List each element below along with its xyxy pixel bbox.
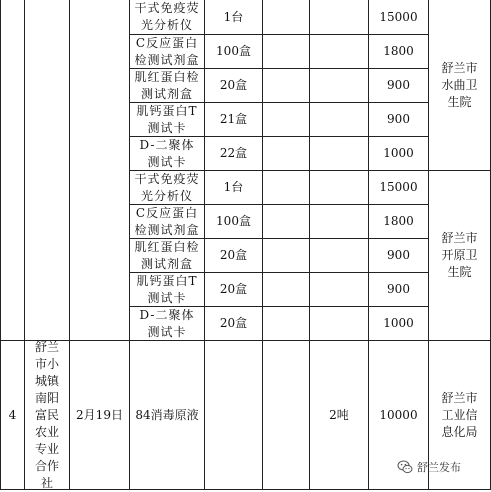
item-cell: D-二聚体测试卡 (139, 307, 195, 339)
wechat-icon (397, 459, 413, 475)
price-cell: 10000 (379, 407, 418, 422)
item-cell: C反应蛋白检测试剂盒 (134, 205, 200, 237)
price-cell: 15000 (379, 9, 418, 24)
item-cell: 肌钙蛋白T测试卡 (136, 273, 198, 305)
price-cell: 900 (387, 248, 410, 262)
qty-cell: 100盒 (216, 214, 251, 228)
qty-cell: 2吨 (329, 407, 349, 422)
item-cell: C反应蛋白检测试剂盒 (134, 35, 200, 67)
qty-cell: 22盒 (219, 146, 248, 160)
price-cell: 1000 (383, 316, 414, 330)
price-cell: 900 (387, 282, 410, 296)
watermark-text: 舒兰发布 (417, 461, 461, 474)
recipient-unit-cell: 舒兰市开原卫生院 (441, 231, 478, 279)
item-cell: 肌红蛋白检测试剂盒 (134, 239, 200, 271)
item-cell: 84消毒原液 (135, 407, 199, 422)
index-cell: 4 (8, 407, 17, 422)
qty-cell: 1台 (223, 9, 244, 24)
price-cell: 1800 (383, 44, 414, 58)
item-cell: 干式免疫荧光分析仪 (134, 171, 200, 203)
donor-name-cell: 舒兰市小城镇南阳富民农业专业合作社 (35, 339, 60, 490)
price-cell: 15000 (379, 180, 418, 194)
recipient-unit-cell: 舒兰市工业信息化局 (441, 390, 478, 439)
watermark (397, 459, 461, 475)
item-cell: D-二聚体测试卡 (139, 137, 195, 169)
qty-cell: 20盒 (219, 78, 248, 92)
price-cell: 900 (387, 78, 410, 92)
price-cell: 1800 (383, 214, 414, 228)
recipient-unit-cell: 舒兰市水曲卫生院 (441, 60, 478, 109)
item-cell: 肌钙蛋白T测试卡 (136, 103, 198, 135)
qty-cell: 20盒 (219, 248, 248, 262)
price-cell: 1000 (383, 146, 414, 160)
qty-cell: 20盒 (219, 282, 248, 296)
qty-cell: 20盒 (219, 316, 248, 330)
item-cell: 肌红蛋白检测试剂盒 (134, 69, 200, 101)
item-cell: 干式免疫荧光分析仪 (134, 1, 200, 32)
qty-cell: 100盒 (216, 44, 251, 58)
date-cell: 2月19日 (76, 407, 123, 422)
qty-cell: 21盒 (219, 112, 248, 126)
price-cell: 900 (387, 112, 410, 126)
grid-line (262, 0, 263, 490)
qty-cell: 1台 (223, 180, 244, 194)
